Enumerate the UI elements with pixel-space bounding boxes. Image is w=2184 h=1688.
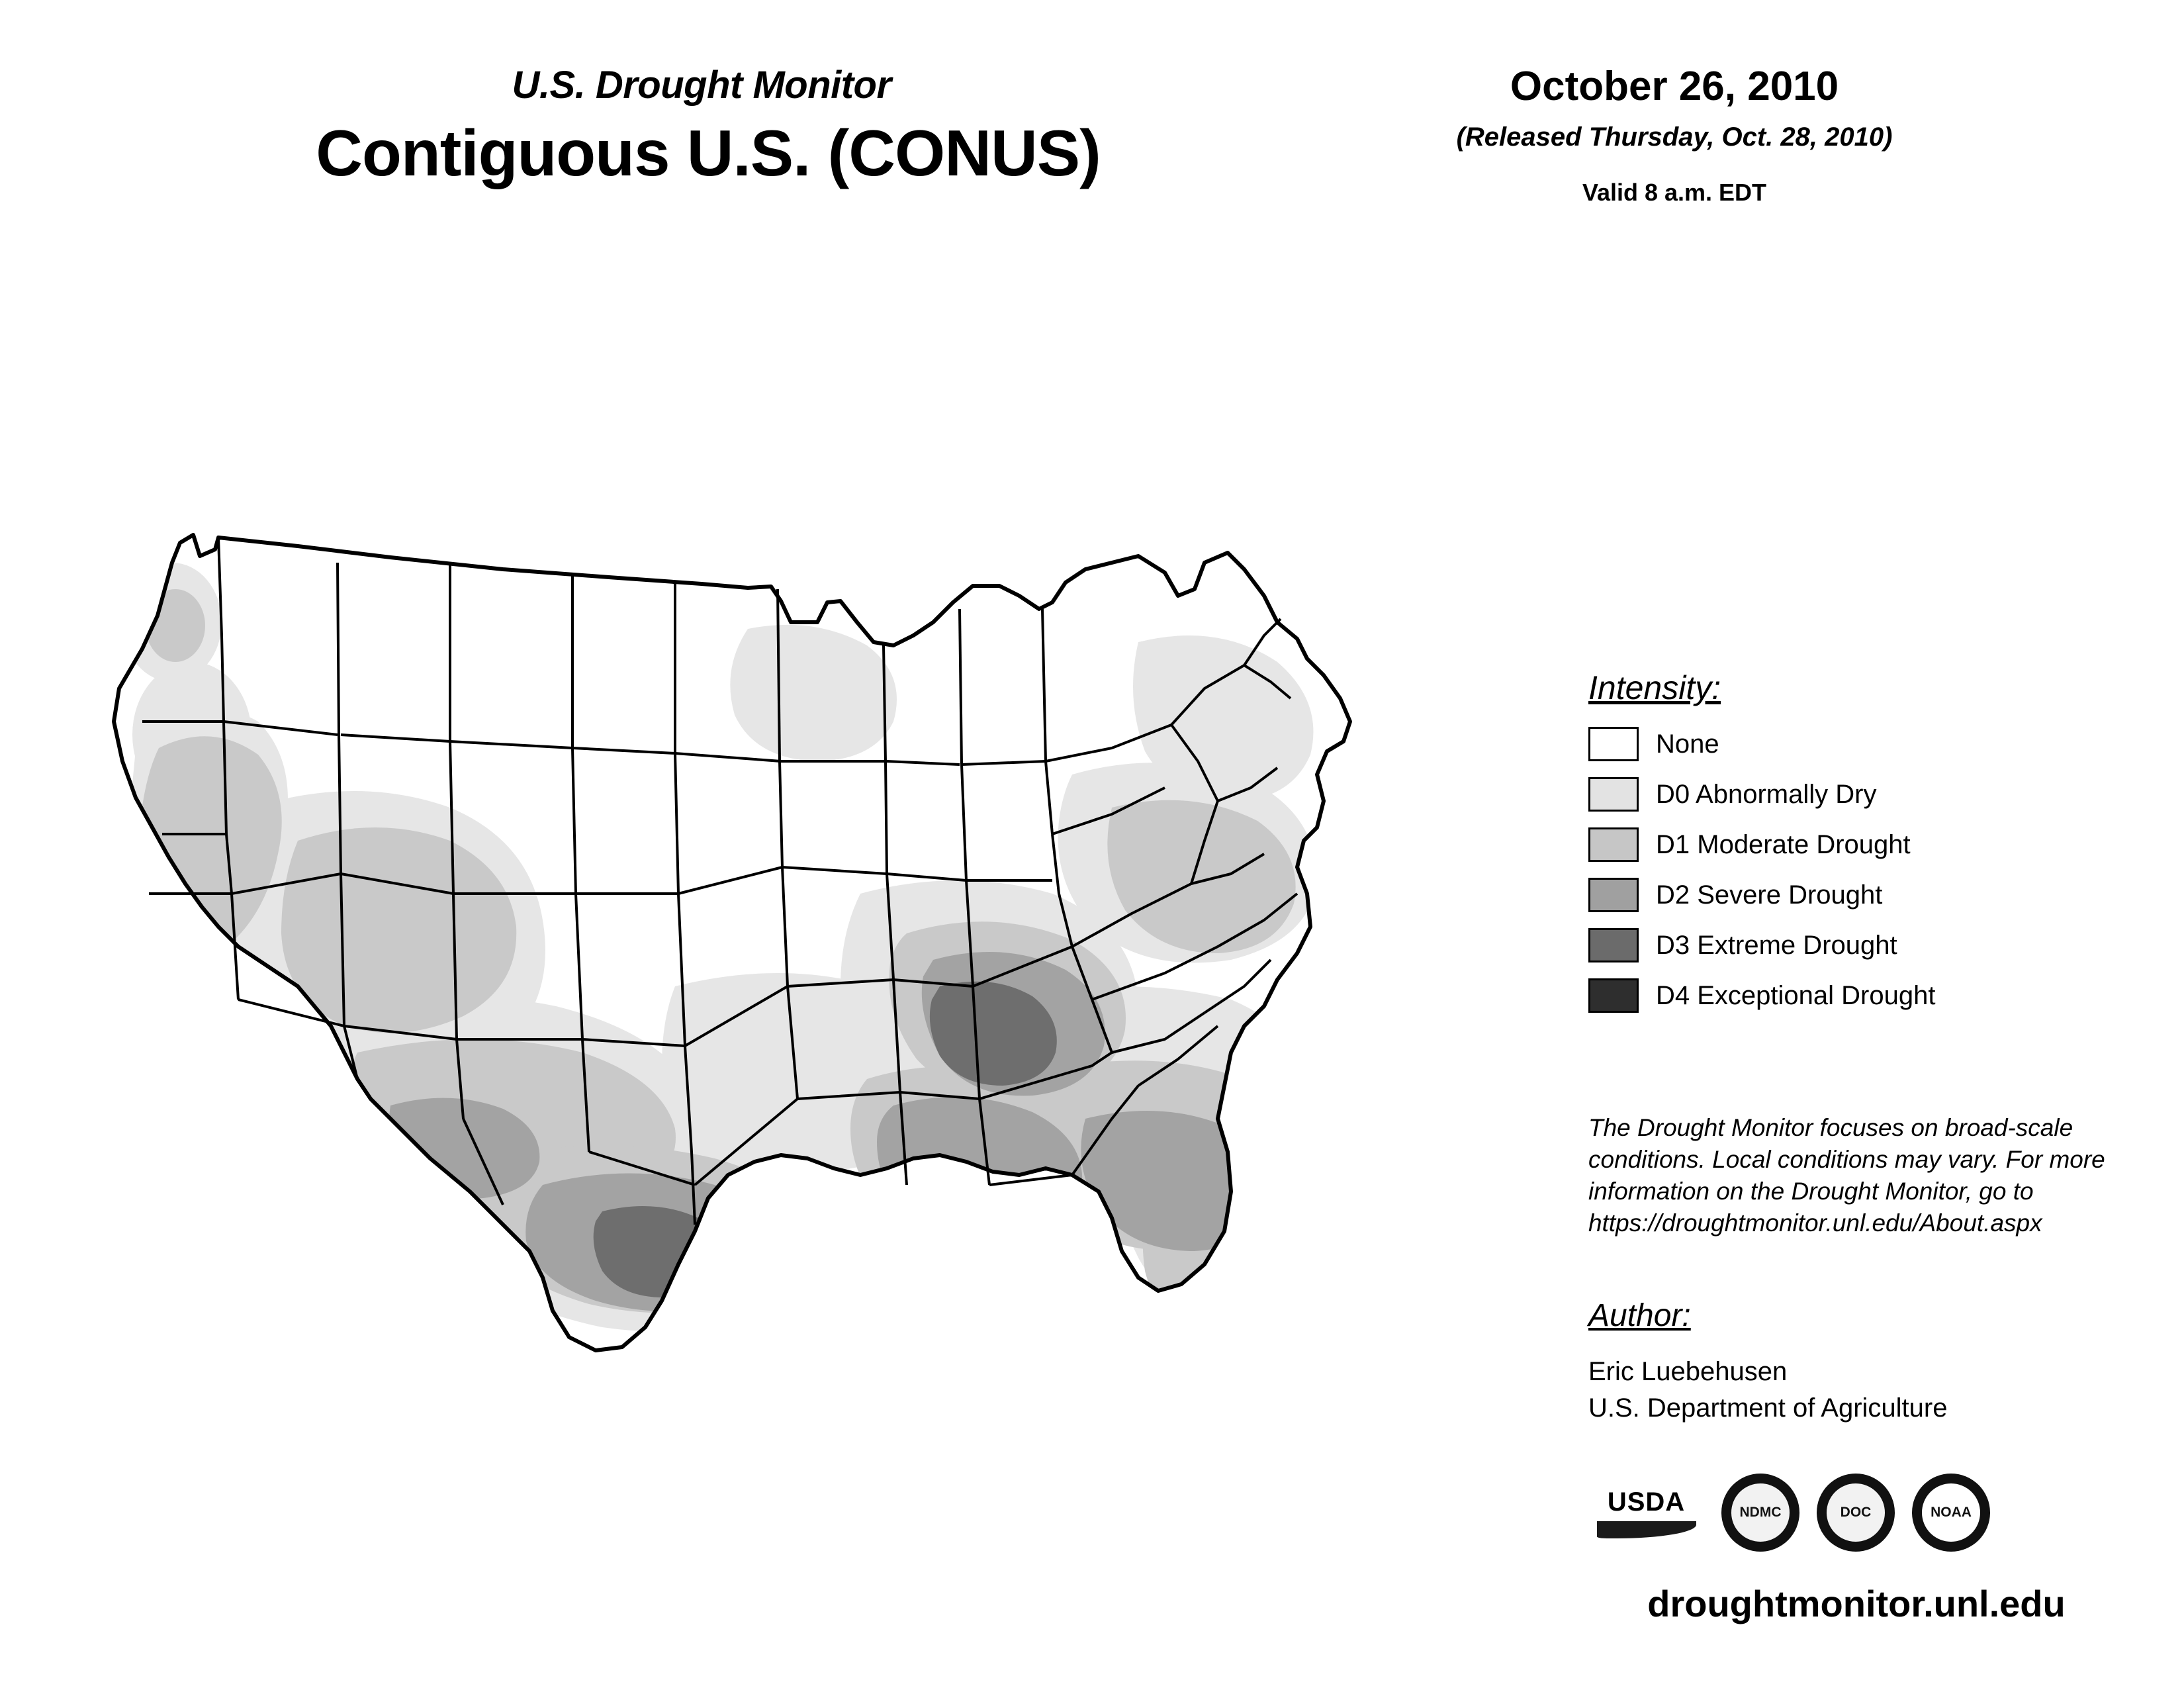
legend-label-d3: D3 Extreme Drought [1656,930,1897,960]
doc-logo [1817,1474,1895,1552]
author-heading: Author: [1588,1298,1691,1333]
map-date: October 26, 2010 [1510,64,1839,109]
legend-title: Intensity: [1588,669,1721,706]
usda-logo-text: USDA [1607,1487,1686,1517]
noaa-logo [1912,1474,1990,1552]
author-organization: U.S. Department of Agriculture [1588,1393,1948,1423]
legend-item-d1 [1588,820,2131,870]
map-svg [79,523,1535,1483]
noaa-logo-text: NOAA [1921,1482,1981,1543]
valid-time: Valid 8 a.m. EDT [1582,179,1767,206]
legend-swatch-d4 [1588,978,1639,1013]
usda-swoosh-icon [1597,1521,1696,1538]
legend-label-d4: D4 Exceptional Drought [1656,980,1936,1010]
legend-item-d4 [1588,970,2131,1021]
page-title: Contiguous U.S. (CONUS) [316,117,1101,189]
legend-label-d1: D1 Moderate Drought [1656,829,1911,859]
legend-label-d2: D2 Severe Drought [1656,880,1883,910]
legend-swatch-none [1588,727,1639,761]
legend-label-none: None [1656,729,1719,759]
release-date: (Released Thursday, Oct. 28, 2010) [1456,122,1893,152]
ndmc-logo-text: NDMC [1730,1482,1791,1543]
author-name: Eric Luebehusen [1588,1357,1788,1386]
logo-row [1588,1466,2131,1559]
legend-swatch-d0 [1588,777,1639,812]
legend-swatch-d2 [1588,878,1639,912]
drought-map [79,523,1535,1483]
usda-logo [1588,1476,1704,1549]
site-url[interactable]: droughtmonitor.unl.edu [1647,1583,2066,1624]
legend [1588,669,2131,1021]
legend-swatch-d3 [1588,928,1639,962]
legend-item-d0 [1588,769,2131,820]
disclaimer-text: The Drought Monitor focuses on broad-scale conditions. Local conditions may vary. For more information on the Drought Monitor, go to https://droughtmonitor.unl.edu/About.aspx [1588,1114,2105,1237]
ndmc-logo [1721,1474,1799,1552]
legend-item-none [1588,719,2131,769]
legend-label-d0: D0 Abnormally Dry [1656,779,1877,809]
legend-swatch-d1 [1588,827,1639,862]
legend-item-d2 [1588,870,2131,920]
doc-logo-text: DOC [1825,1482,1886,1543]
legend-item-d3 [1588,920,2131,970]
header-subtitle: U.S. Drought Monitor [512,64,891,107]
